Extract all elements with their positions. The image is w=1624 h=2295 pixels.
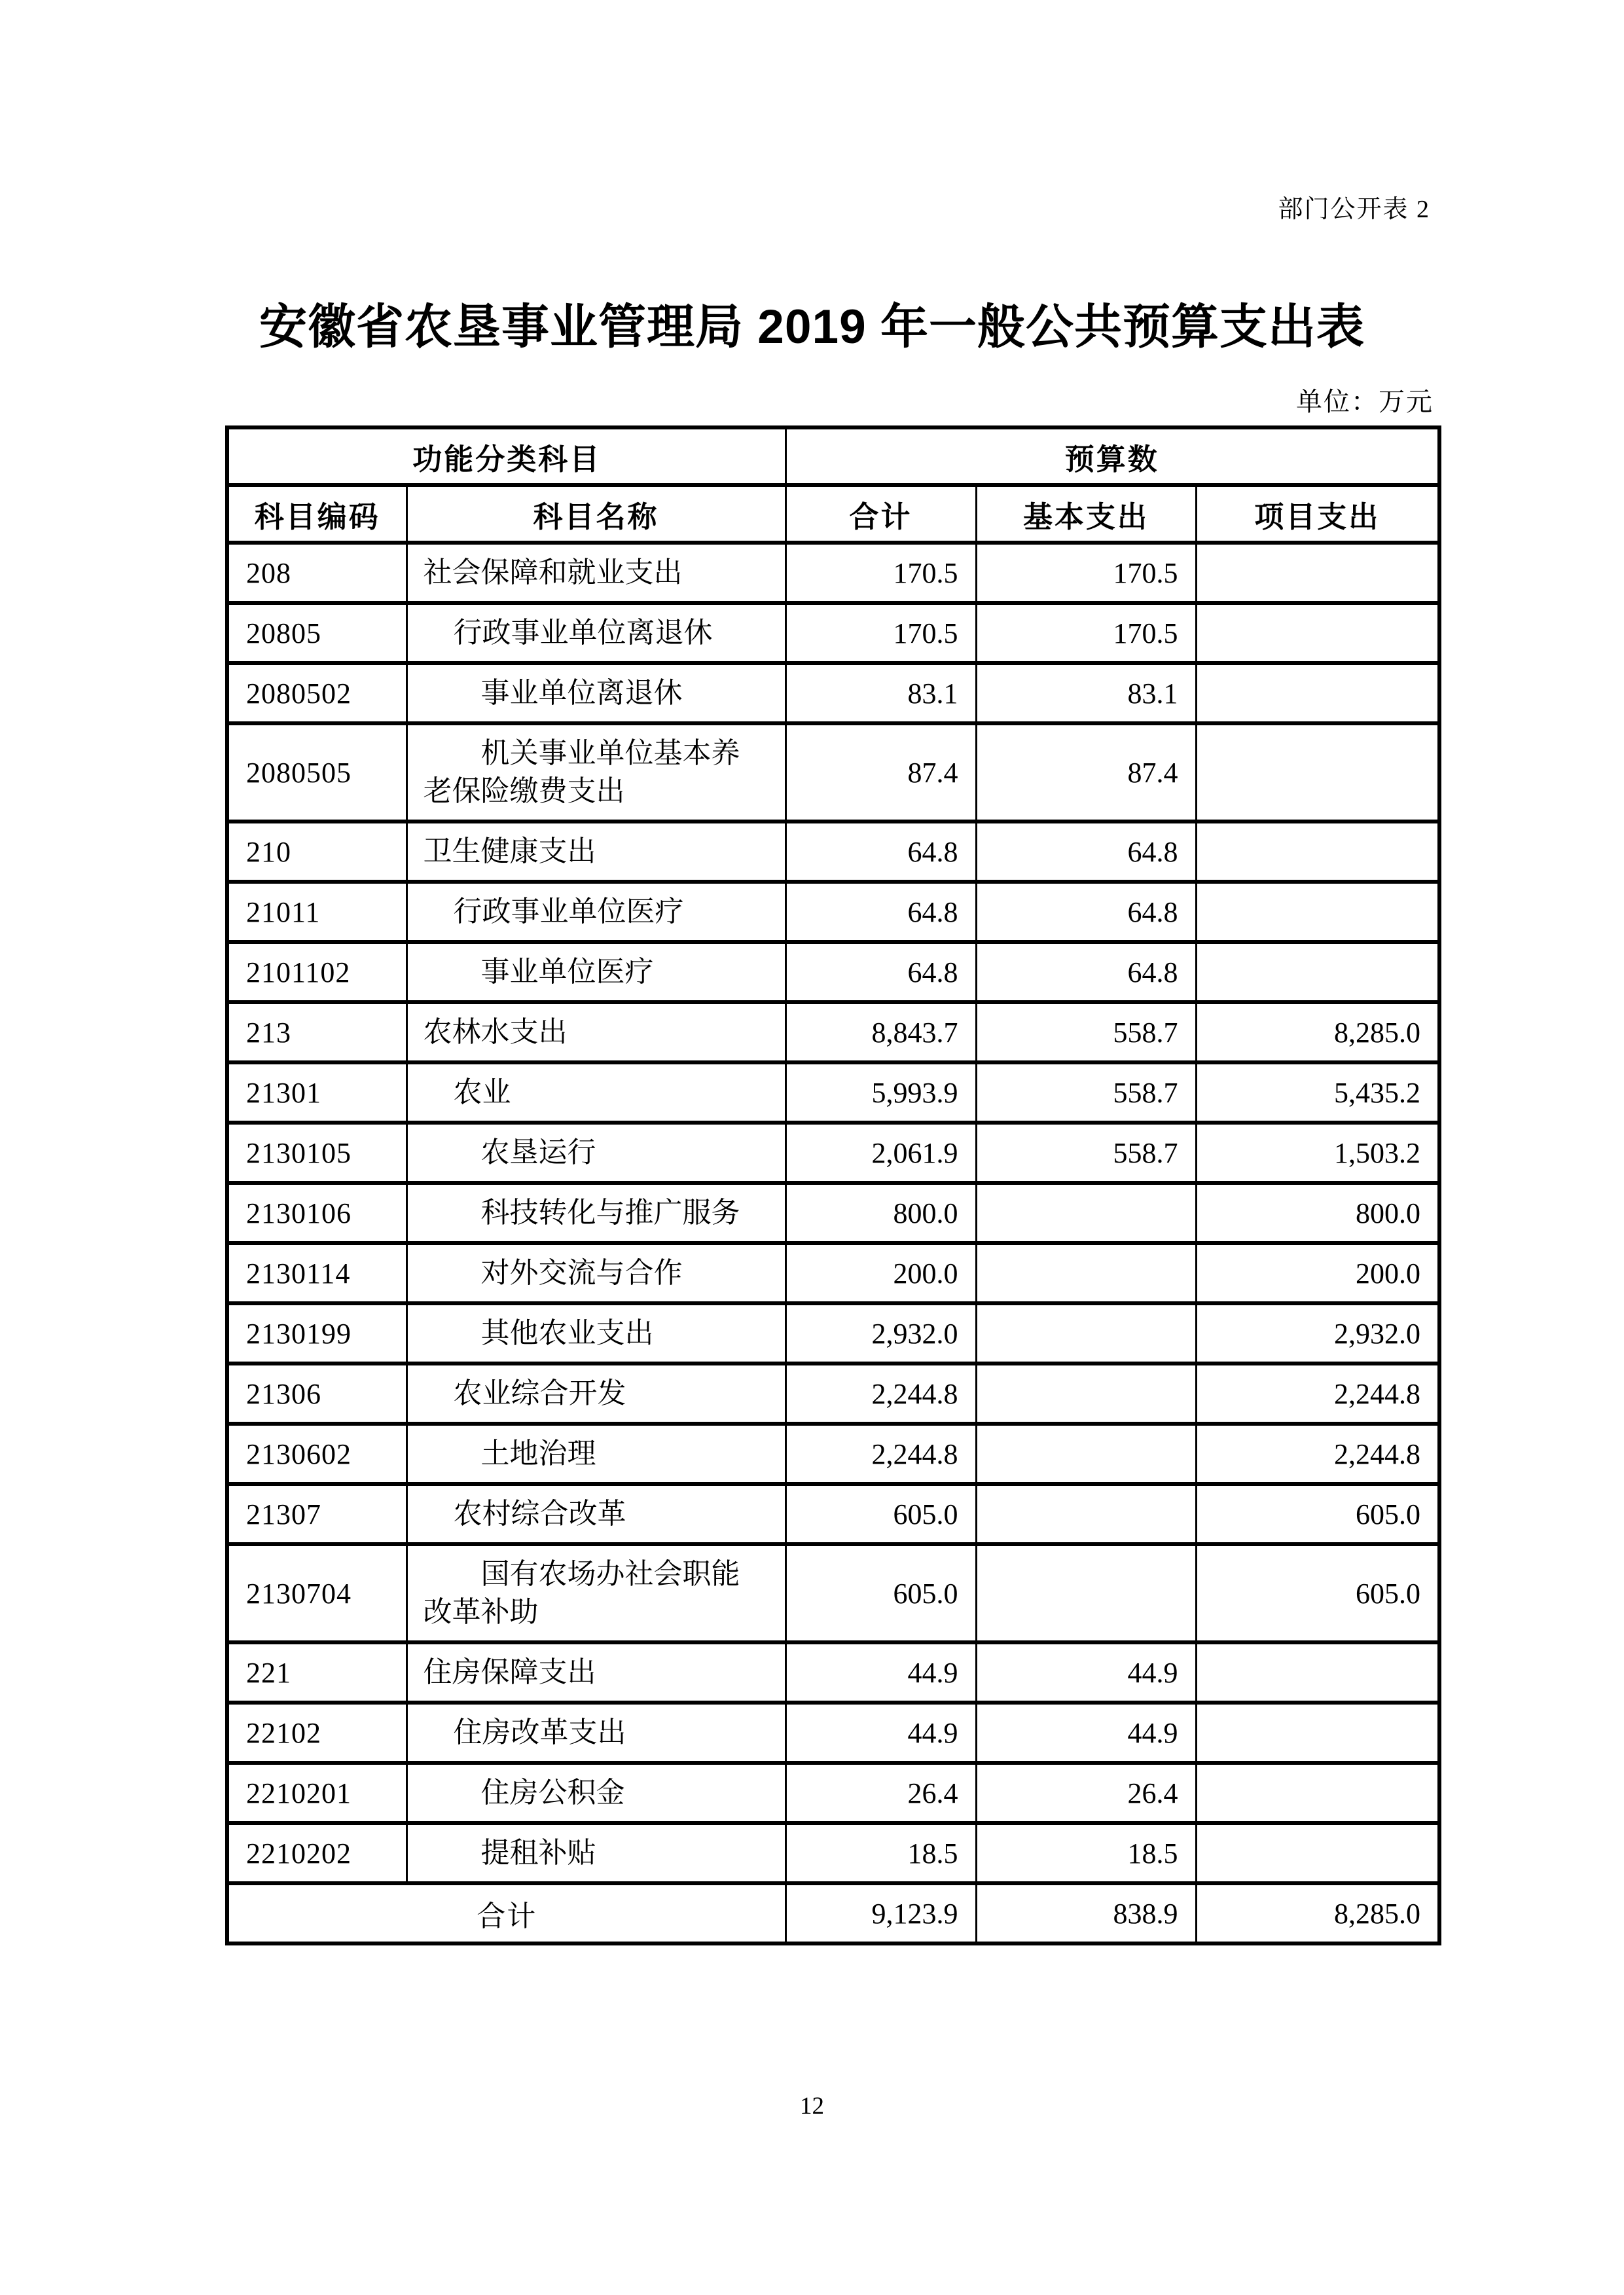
table-row xyxy=(227,1123,1439,1183)
page-title: 安徽省农垦事业管理局 2019 年一般公共预算支出表 xyxy=(259,300,1365,353)
total-cell: 64.8 xyxy=(785,822,976,882)
table-row xyxy=(227,942,1439,1002)
project-expenditure-cell xyxy=(1196,1763,1439,1823)
column-header-row xyxy=(227,485,1439,543)
table-row xyxy=(227,822,1439,882)
project-expenditure-cell: 2,932.0 xyxy=(1196,1303,1439,1364)
subject-code-cell: 2130114 xyxy=(227,1243,406,1303)
subject-code-cell: 2130602 xyxy=(227,1424,406,1484)
subject-name-cell: 其他农业支出 xyxy=(406,1303,785,1364)
subject-name-cell: 事业单位离退休 xyxy=(406,663,785,723)
total-row-total: 9,123.9 xyxy=(785,1883,976,1943)
basic-expenditure-cell xyxy=(976,1303,1196,1364)
subject-code-cell: 2210202 xyxy=(227,1823,406,1883)
subject-name-cell: 事业单位医疗 xyxy=(406,942,785,1002)
subject-name-cell: 农业综合开发 xyxy=(406,1364,785,1424)
unit-note: 单位：万元 xyxy=(1296,387,1434,416)
total-cell: 170.5 xyxy=(785,603,976,663)
table-row xyxy=(227,1642,1439,1703)
project-expenditure-cell xyxy=(1196,822,1439,882)
subject-code-cell: 20805 xyxy=(227,603,406,663)
subject-name-cell: 卫生健康支出 xyxy=(406,822,785,882)
column-header-total: 合计 xyxy=(785,485,976,543)
subject-code-cell: 213 xyxy=(227,1002,406,1062)
subject-name-cell: 科技转化与推广服务 xyxy=(406,1183,785,1243)
subject-name-cell: 农林水支出 xyxy=(406,1002,785,1062)
basic-expenditure-cell: 64.8 xyxy=(976,942,1196,1002)
subject-name-cell: 农村综合改革 xyxy=(406,1484,785,1544)
total-row-label: 合计 xyxy=(227,1883,785,1943)
total-cell: 26.4 xyxy=(785,1763,976,1823)
table-row xyxy=(227,1823,1439,1883)
basic-expenditure-cell: 64.8 xyxy=(976,882,1196,942)
subject-code-cell: 2210201 xyxy=(227,1763,406,1823)
column-header-subject-name: 科目名称 xyxy=(406,485,785,543)
basic-expenditure-cell: 558.7 xyxy=(976,1062,1196,1123)
total-cell: 87.4 xyxy=(785,723,976,822)
basic-expenditure-cell: 26.4 xyxy=(976,1763,1196,1823)
subject-name-cell: 国有农场办社会职能改革补助 xyxy=(406,1544,785,1642)
total-cell: 2,061.9 xyxy=(785,1123,976,1183)
total-cell: 2,244.8 xyxy=(785,1424,976,1484)
table-header xyxy=(227,427,1439,543)
basic-expenditure-cell xyxy=(976,1243,1196,1303)
project-expenditure-cell xyxy=(1196,1642,1439,1703)
basic-expenditure-cell xyxy=(976,1424,1196,1484)
basic-expenditure-cell: 558.7 xyxy=(976,1123,1196,1183)
budget-amount-group-header: 预算数 xyxy=(785,427,1439,485)
project-expenditure-cell: 1,503.2 xyxy=(1196,1123,1439,1183)
subject-code-cell: 2130105 xyxy=(227,1123,406,1183)
total-cell: 18.5 xyxy=(785,1823,976,1883)
total-cell: 8,843.7 xyxy=(785,1002,976,1062)
total-cell: 2,244.8 xyxy=(785,1364,976,1424)
page-number: 12 xyxy=(800,2093,824,2120)
project-expenditure-cell xyxy=(1196,942,1439,1002)
total-cell: 605.0 xyxy=(785,1484,976,1544)
subject-code-cell: 221 xyxy=(227,1642,406,1703)
table-row xyxy=(227,1062,1439,1123)
total-cell: 800.0 xyxy=(785,1183,976,1243)
total-cell: 64.8 xyxy=(785,882,976,942)
subject-code-cell: 21306 xyxy=(227,1364,406,1424)
total-cell: 44.9 xyxy=(785,1642,976,1703)
project-expenditure-cell xyxy=(1196,663,1439,723)
subject-code-cell: 2130704 xyxy=(227,1544,406,1642)
subject-name-cell: 住房改革支出 xyxy=(406,1703,785,1763)
table-row xyxy=(227,543,1439,603)
corner-note: 部门公开表 2 xyxy=(1278,196,1430,223)
project-expenditure-cell: 2,244.8 xyxy=(1196,1424,1439,1484)
basic-expenditure-cell: 18.5 xyxy=(976,1823,1196,1883)
subject-code-cell: 2080502 xyxy=(227,663,406,723)
subject-name-cell: 住房保障支出 xyxy=(406,1642,785,1703)
subject-name-cell: 社会保障和就业支出 xyxy=(406,543,785,603)
project-expenditure-cell: 800.0 xyxy=(1196,1183,1439,1243)
basic-expenditure-cell: 44.9 xyxy=(976,1703,1196,1763)
basic-expenditure-cell: 64.8 xyxy=(976,822,1196,882)
subject-code-cell: 2130199 xyxy=(227,1303,406,1364)
column-header-subject-code: 科目编码 xyxy=(227,485,406,543)
subject-code-cell: 21307 xyxy=(227,1484,406,1544)
subject-name-cell: 提租补贴 xyxy=(406,1823,785,1883)
subject-name-cell: 土地治理 xyxy=(406,1424,785,1484)
column-header-project-expenditure: 项目支出 xyxy=(1196,485,1439,543)
basic-expenditure-cell xyxy=(976,1364,1196,1424)
subject-code-cell: 22102 xyxy=(227,1703,406,1763)
subject-name-cell: 农垦运行 xyxy=(406,1123,785,1183)
function-category-group-header: 功能分类科目 xyxy=(227,427,785,485)
total-cell: 5,993.9 xyxy=(785,1062,976,1123)
project-expenditure-cell xyxy=(1196,1823,1439,1883)
project-expenditure-cell xyxy=(1196,882,1439,942)
table-row xyxy=(227,1484,1439,1544)
project-expenditure-cell xyxy=(1196,543,1439,603)
column-header-basic-expenditure: 基本支出 xyxy=(976,485,1196,543)
subject-code-cell: 2130106 xyxy=(227,1183,406,1243)
basic-expenditure-cell: 558.7 xyxy=(976,1002,1196,1062)
basic-expenditure-cell xyxy=(976,1544,1196,1642)
table-row xyxy=(227,882,1439,942)
table-row xyxy=(227,1424,1439,1484)
budget-table xyxy=(225,425,1441,1945)
project-expenditure-cell: 8,285.0 xyxy=(1196,1002,1439,1062)
total-row xyxy=(227,1883,1439,1943)
subject-name-cell: 机关事业单位基本养老保险缴费支出 xyxy=(406,723,785,822)
project-expenditure-cell xyxy=(1196,603,1439,663)
project-expenditure-cell xyxy=(1196,723,1439,822)
table-row xyxy=(227,1002,1439,1062)
table-footer xyxy=(227,1883,1439,1943)
project-expenditure-cell xyxy=(1196,1703,1439,1763)
total-row-project: 8,285.0 xyxy=(1196,1883,1439,1943)
table-row xyxy=(227,663,1439,723)
subject-name-cell: 农业 xyxy=(406,1062,785,1123)
project-expenditure-cell: 605.0 xyxy=(1196,1544,1439,1642)
table-body xyxy=(227,543,1439,1883)
basic-expenditure-cell xyxy=(976,1484,1196,1544)
group-header-row xyxy=(227,427,1439,485)
table-row xyxy=(227,1243,1439,1303)
basic-expenditure-cell: 87.4 xyxy=(976,723,1196,822)
subject-code-cell: 210 xyxy=(227,822,406,882)
project-expenditure-cell: 5,435.2 xyxy=(1196,1062,1439,1123)
subject-code-cell: 208 xyxy=(227,543,406,603)
table-row xyxy=(227,1544,1439,1642)
total-cell: 64.8 xyxy=(785,942,976,1002)
table-row xyxy=(227,1303,1439,1364)
table-row xyxy=(227,603,1439,663)
subject-code-cell: 21301 xyxy=(227,1062,406,1123)
subject-code-cell: 21011 xyxy=(227,882,406,942)
project-expenditure-cell: 200.0 xyxy=(1196,1243,1439,1303)
table-row xyxy=(227,723,1439,822)
subject-code-cell: 2080505 xyxy=(227,723,406,822)
subject-code-cell: 2101102 xyxy=(227,942,406,1002)
table-row xyxy=(227,1183,1439,1243)
table-row xyxy=(227,1364,1439,1424)
subject-name-cell: 对外交流与合作 xyxy=(406,1243,785,1303)
basic-expenditure-cell: 83.1 xyxy=(976,663,1196,723)
basic-expenditure-cell: 44.9 xyxy=(976,1642,1196,1703)
subject-name-cell: 行政事业单位医疗 xyxy=(406,882,785,942)
project-expenditure-cell: 2,244.8 xyxy=(1196,1364,1439,1424)
project-expenditure-cell: 605.0 xyxy=(1196,1484,1439,1544)
total-cell: 170.5 xyxy=(785,543,976,603)
table-row xyxy=(227,1703,1439,1763)
total-cell: 83.1 xyxy=(785,663,976,723)
table-row xyxy=(227,1763,1439,1823)
total-row-basic: 838.9 xyxy=(976,1883,1196,1943)
basic-expenditure-cell xyxy=(976,1183,1196,1243)
total-cell: 200.0 xyxy=(785,1243,976,1303)
total-cell: 44.9 xyxy=(785,1703,976,1763)
subject-name-cell: 行政事业单位离退休 xyxy=(406,603,785,663)
total-cell: 605.0 xyxy=(785,1544,976,1642)
total-cell: 2,932.0 xyxy=(785,1303,976,1364)
basic-expenditure-cell: 170.5 xyxy=(976,603,1196,663)
basic-expenditure-cell: 170.5 xyxy=(976,543,1196,603)
subject-name-cell: 住房公积金 xyxy=(406,1763,785,1823)
